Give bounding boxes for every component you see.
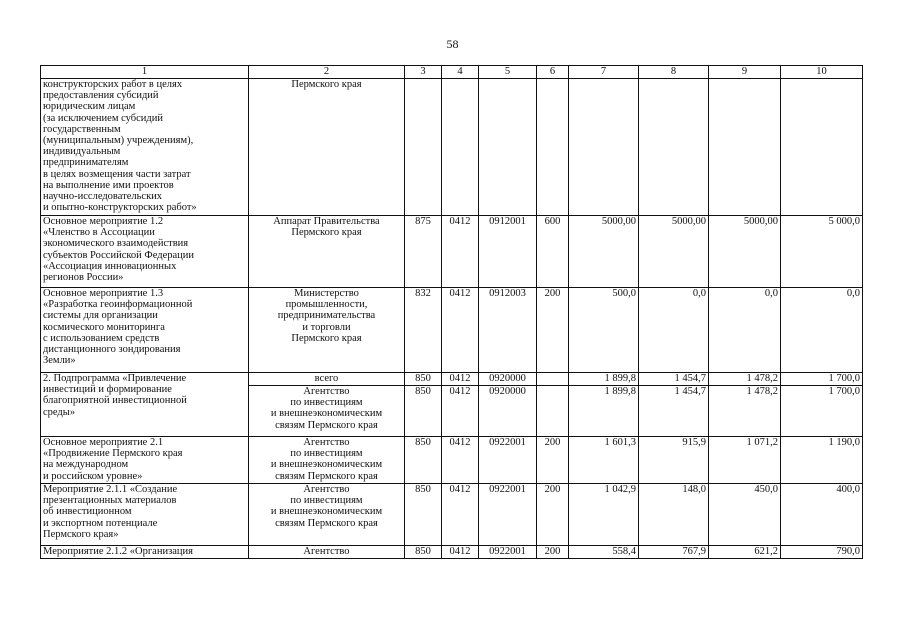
amount-col-7: 558,4 [569,546,639,559]
vr-code: 200 [537,288,569,373]
amount-col-9: 450,0 [709,484,781,546]
responsible-executor: Пермского края [249,79,405,216]
csr-code: 0912001 [479,216,537,288]
rzpr-code [442,79,479,216]
column-header: 6 [537,66,569,79]
column-header: 4 [442,66,479,79]
responsible-executor: всего [249,373,405,386]
grbs-code: 850 [405,484,442,546]
page-number: 58 [446,37,459,51]
column-header: 5 [479,66,537,79]
rzpr-code: 0412 [442,373,479,386]
csr-code: 0920000 [479,386,537,437]
table-row [41,437,863,484]
amount-col-9: 5000,00 [709,216,781,288]
column-header: 2 [249,66,405,79]
grbs-code: 850 [405,373,442,386]
grbs-code: 875 [405,216,442,288]
table-row [41,79,863,216]
vr-code: 200 [537,437,569,484]
amount-col-9: 1 478,2 [709,373,781,386]
amount-col-9: 0,0 [709,288,781,373]
csr-code: 0922001 [479,546,537,559]
activity-name: Мероприятие 2.1.1 «Создание презентационных материалов об инвестиционном и экспортном потенциале Пермского края» [41,484,249,546]
responsible-executor: Агентство по инвестициям и внешнеэкономическим связям Пермского края [249,437,405,484]
activity-name: конструкторских работ в целях предоставления субсидий юридическим лицам (за исключением субсидий государственным (муниципальным) учреждениям), индивидуальным предпринимателям в целях возмещения части затрат на выполнение ими проектов научно-исследовательских и опытно-конструкторских работ» [41,79,249,216]
amount-col-8: 1 454,7 [639,373,709,386]
amount-col-10: 0,0 [781,288,863,373]
table-row [41,546,863,559]
budget-table [40,65,863,559]
amount-col-9 [709,79,781,216]
rzpr-code: 0412 [442,484,479,546]
amount-col-10: 1 700,0 [781,386,863,437]
amount-col-8: 1 454,7 [639,386,709,437]
grbs-code [405,79,442,216]
rzpr-code: 0412 [442,386,479,437]
rzpr-code: 0412 [442,288,479,373]
amount-col-7: 5000,00 [569,216,639,288]
table-row [41,373,863,386]
responsible-executor: Аппарат Правительства Пермского края [249,216,405,288]
vr-code: 200 [537,546,569,559]
csr-code: 0920000 [479,373,537,386]
amount-col-10: 1 700,0 [781,373,863,386]
amount-col-10: 1 190,0 [781,437,863,484]
activity-name: Основное мероприятие 1.3 «Разработка геоинформационной системы для организации космического мониторинга с использованием средств дистанционного зондирования Земли» [41,288,249,373]
grbs-code: 850 [405,437,442,484]
vr-code: 200 [537,484,569,546]
amount-col-7 [569,79,639,216]
responsible-executor: Агентство [249,546,405,559]
activity-name: Основное мероприятие 1.2 «Членство в Ассоциации экономического взаимодействия субъектов Российской Федерации «Ассоциация инновационных регионов России» [41,216,249,288]
csr-code [479,79,537,216]
amount-col-9: 621,2 [709,546,781,559]
column-header: 9 [709,66,781,79]
amount-col-7: 1 042,9 [569,484,639,546]
amount-col-8: 5000,00 [639,216,709,288]
vr-code: 600 [537,216,569,288]
responsible-executor: Агентство по инвестициям и внешнеэкономическим связям Пермского края [249,386,405,437]
amount-col-7: 1 601,3 [569,437,639,484]
csr-code: 0912003 [479,288,537,373]
table-row [41,216,863,288]
column-header: 8 [639,66,709,79]
amount-col-9: 1 071,2 [709,437,781,484]
column-header: 7 [569,66,639,79]
rzpr-code: 0412 [442,546,479,559]
column-number-row [41,66,863,79]
responsible-executor: Агентство по инвестициям и внешнеэкономическим связям Пермского края [249,484,405,546]
amount-col-8: 767,9 [639,546,709,559]
amount-col-7: 1 899,8 [569,373,639,386]
vr-code [537,79,569,216]
amount-col-8: 148,0 [639,484,709,546]
activity-name: Основное мероприятие 2.1 «Продвижение Пермского края на международном и российском уровне» [41,437,249,484]
rzpr-code: 0412 [442,216,479,288]
amount-col-10 [781,79,863,216]
amount-col-8: 0,0 [639,288,709,373]
grbs-code: 832 [405,288,442,373]
amount-col-8: 915,9 [639,437,709,484]
grbs-code: 850 [405,546,442,559]
grbs-code: 850 [405,386,442,437]
column-header: 10 [781,66,863,79]
vr-code [537,386,569,437]
amount-col-10: 400,0 [781,484,863,546]
activity-name: Мероприятие 2.1.2 «Организация [41,546,249,559]
amount-col-9: 1 478,2 [709,386,781,437]
amount-col-10: 5 000,0 [781,216,863,288]
amount-col-7: 1 899,8 [569,386,639,437]
amount-col-7: 500,0 [569,288,639,373]
column-header: 1 [41,66,249,79]
activity-name: 2. Подпрограмма «Привлечение инвестиций и формирование благоприятной инвестиционной среды» [41,373,249,437]
amount-col-8 [639,79,709,216]
vr-code [537,373,569,386]
csr-code: 0922001 [479,437,537,484]
responsible-executor: Министерство промышленности, предпринимательства и торговли Пермского края [249,288,405,373]
column-header: 3 [405,66,442,79]
csr-code: 0922001 [479,484,537,546]
amount-col-10: 790,0 [781,546,863,559]
table-row [41,288,863,373]
rzpr-code: 0412 [442,437,479,484]
table-row [41,484,863,546]
